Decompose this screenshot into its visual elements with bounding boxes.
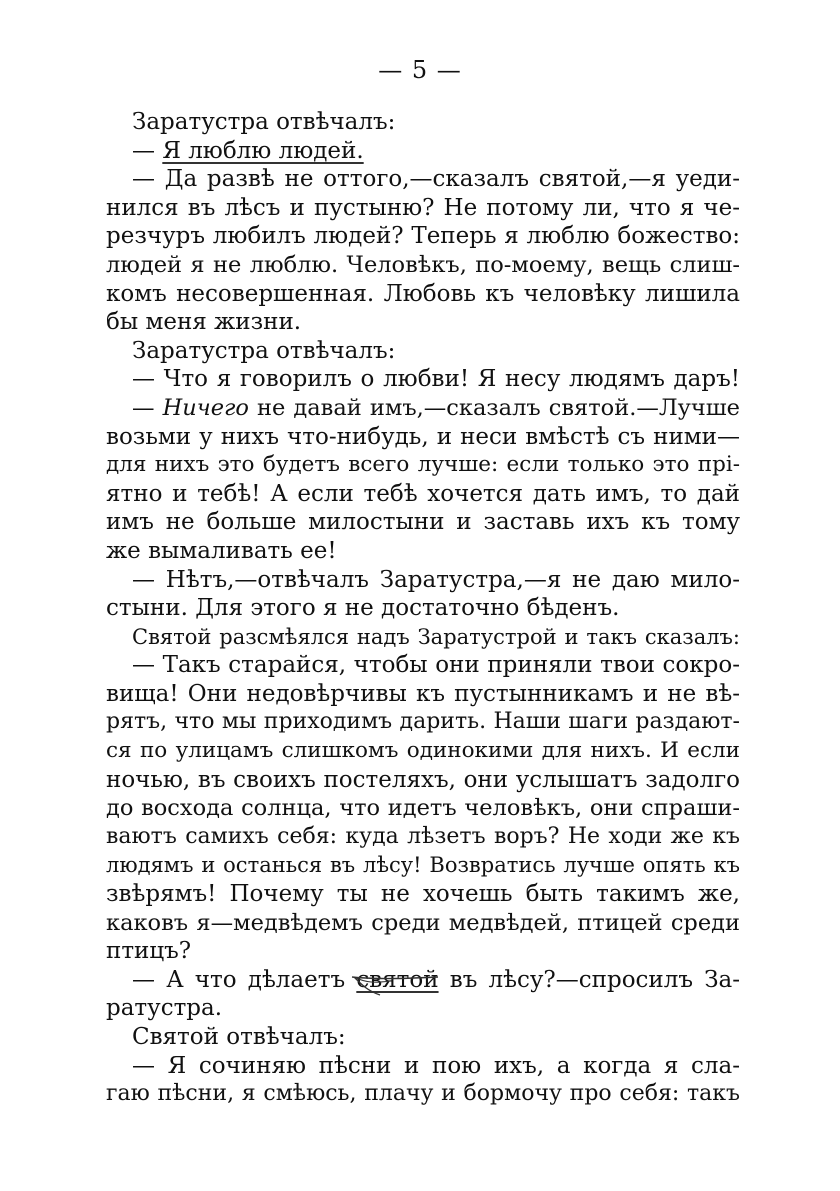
text-line: ратустра. <box>106 995 223 1022</box>
text-line: возьми у нихъ что-нибудь, и неси вмѣстѣ съ ними— <box>106 423 740 450</box>
text-line: людей я не люблю. Человѣкъ, по-моему, вещь слиш- <box>106 251 740 278</box>
text-line: — Такъ старайся, чтобы они приняли твои сокро- <box>132 652 740 679</box>
text-line: же вымаливать ее! <box>106 537 337 564</box>
text-line: стыни. Для этого я не достаточно бѣденъ. <box>106 595 620 622</box>
text-line: Заратустра отвѣчалъ: <box>132 109 396 135</box>
text-line: гаю пѣсни, я смѣюсь, плачу и бормочу про себя: такъ <box>106 1081 740 1107</box>
line-prefix: — А что дѣлаетъ <box>132 966 357 993</box>
text-line: ночью, въ своихъ постеляхъ, они услышатъ задолго <box>106 766 740 793</box>
text-line: Святой разсмѣялся надъ Заратустрой и такъ сказалъ: <box>132 624 740 649</box>
text-line: имъ не больше милостыни и заставь ихъ къ тому <box>106 509 740 536</box>
text-line: звѣрямъ! Почему ты не хочешь быть такимъ же, <box>106 881 740 908</box>
text-line: вища! Они недовѣрчивы къ пустынникамъ и не вѣ- <box>106 680 740 707</box>
page-number: — 5 — <box>378 56 462 84</box>
text-line: нился въ лѣсъ и пустыню? Не потому ли, что я че- <box>106 194 740 221</box>
line-prefix: — <box>132 137 163 164</box>
text-line: для нихъ это будетъ всего лучше: если только это прі- <box>106 452 740 478</box>
text-line: людямъ и останься въ лѣсу! Возвратись лучше опять къ <box>106 853 740 878</box>
text-line: — Да развѣ не оттого,—сказалъ святой,—я уеди- <box>132 166 740 193</box>
text-line: Святой отвѣчалъ: <box>132 1024 346 1050</box>
text-line: — Что я говорилъ о любви! Я несу людямъ даръ! <box>132 366 740 393</box>
text-line: ятно и тебѣ! А если тебѣ хочется дать имъ, то дай <box>106 480 740 507</box>
text-line: Заратустра отвѣчалъ: <box>132 337 396 364</box>
text-line: до восхода солнца, что идетъ человѣкъ, они спраши- <box>106 795 740 822</box>
text-line: птицъ? <box>106 938 192 965</box>
text-line <box>106 394 740 423</box>
line-prefix: — <box>132 394 163 421</box>
text-line: каковъ я—медвѣдемъ среди медвѣдей, птицей среди <box>106 909 740 936</box>
pencil-underlined-text: святой <box>356 966 439 993</box>
pencil-mark-icon <box>350 975 440 1001</box>
text-line: резчуръ любилъ людей? Теперь я люблю божество: <box>106 223 740 250</box>
line-suffix: въ лѣсу?—спросилъ За- <box>438 966 740 993</box>
emphasized-word: Ничего <box>162 394 249 421</box>
text-line: ваютъ самихъ себя: куда лѣзетъ воръ? Не ходи же къ <box>106 823 740 849</box>
text-line: — Нѣтъ,—отвѣчалъ Заратустра,—я не даю мило- <box>132 566 740 593</box>
body-text <box>106 108 740 1109</box>
text-line: комъ несовершенная. Любовь къ человѣку лишила <box>106 280 740 307</box>
pencil-underlined-text: Я люблю людей. <box>162 137 364 164</box>
line-suffix: не давай имъ,—сказалъ святой.—Лучше <box>248 394 740 421</box>
text-line: ся по улицамъ слишкомъ одинокими для нихъ. И если <box>106 738 740 764</box>
text-line: — Я сочиняю пѣсни и пою ихъ, а когда я сла- <box>132 1052 740 1079</box>
text-line <box>106 137 740 166</box>
text-line: бы меня жизни. <box>106 309 302 336</box>
text-line: рятъ, что мы приходимъ дарить. Наши шаги раздают- <box>106 709 740 735</box>
